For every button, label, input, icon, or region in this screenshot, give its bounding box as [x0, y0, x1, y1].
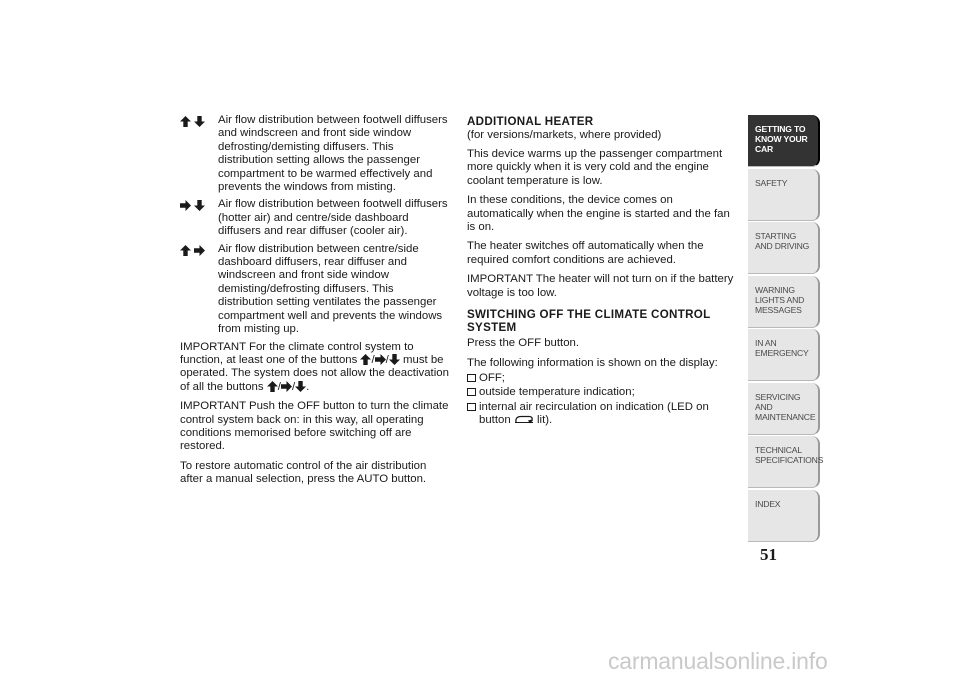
- arrow-right-icon: [180, 200, 191, 211]
- arrow-down-icon: [194, 116, 205, 127]
- distribution-icons: [180, 198, 218, 238]
- heater-subheading: (for versions/markets, where provided): [467, 128, 662, 141]
- tab-safety[interactable]: SAFETY: [748, 169, 820, 221]
- tab-starting-and-driving[interactable]: STARTING AND DRIVING: [748, 222, 820, 274]
- heater-paragraph: This device warms up the passenger compartment more quickly when it is very cold and the engine coolant temperature is low.: [467, 148, 723, 187]
- switch-off-paragraph: The following information is shown on the display:: [467, 356, 718, 369]
- arrow-down-icon: [389, 354, 400, 365]
- restore-auto-note: To restore automatic control of the air distribution after a manual selection, press the AUTO button.: [180, 459, 427, 486]
- distribution-description: Air flow distribution between centre/side dashboard diffusers, rear diffuser and windscreen and front side window demisting/defrosting diffusers. This distribution setting ventilates the passenger compartment well and prevents the windows from misting up.: [218, 242, 443, 336]
- list-item: [180, 198, 450, 238]
- bullet-box-icon: [467, 403, 476, 411]
- distribution-icons: [180, 243, 218, 337]
- heater-important-note: IMPORTANT The heater will not turn on if the battery voltage is too low.: [467, 273, 734, 299]
- display-info-list: [467, 372, 737, 428]
- arrow-up-icon: [180, 116, 191, 127]
- list-item: outside temperature indication;: [467, 386, 737, 399]
- left-column: [180, 114, 450, 493]
- heater-paragraph: The heater switches off automatically when the required comfort conditions are achieved.: [467, 240, 704, 266]
- bullet-box-icon: [467, 388, 476, 396]
- tab-warning-lights-and-messages[interactable]: WARNING LIGHTS AND MESSAGES: [748, 276, 820, 328]
- arrow-down-icon: [194, 200, 205, 211]
- arrow-up-icon: [267, 381, 278, 392]
- arrow-right-icon: [281, 381, 292, 392]
- watermark: carmanualsonline.info: [608, 648, 828, 674]
- right-column: [467, 114, 737, 429]
- distribution-icons: [180, 114, 218, 194]
- important-buttons-note: IMPORTANT For the climate control system to function, at least one of the buttons / / must be operated. The system does not allow the deactivation of all the buttons / / .: [180, 340, 449, 393]
- tab-getting-to-know-your-car[interactable]: GETTING TO KNOW YOUR CAR: [748, 115, 820, 167]
- arrow-up-icon: [180, 245, 191, 256]
- tab-in-an-emergency[interactable]: IN AN EMERGENCY: [748, 329, 820, 381]
- heater-heading: ADDITIONAL HEATER: [467, 115, 594, 128]
- distribution-description: Air flow distribution between footwell diffusers and windscreen and front side window defrosting/demisting diffusers. This distribution setting allows the passenger compartment to be warmed effectively and prevents the windows from misting.: [218, 114, 448, 194]
- switch-off-paragraph: Press the OFF button.: [467, 337, 580, 350]
- list-item: internal air recirculation on indication (LED on button lit).: [467, 401, 737, 428]
- bullet-box-icon: [467, 374, 476, 382]
- important-off-note: IMPORTANT Push the OFF button to turn the climate control system back on: in this way, all operating conditions memorised before switching off are restored.: [180, 400, 449, 453]
- page-number: 51: [760, 545, 777, 564]
- arrow-right-icon: [194, 245, 205, 256]
- heater-paragraph: In these conditions, the device comes on automatically when the engine is started and the fan is on.: [467, 194, 730, 234]
- switch-off-heading: SWITCHING OFF THE CLIMATE CONTROL SYSTEM: [467, 308, 711, 334]
- list-item: OFF;: [467, 372, 737, 385]
- distribution-list: [180, 114, 450, 337]
- chapter-tabs: [748, 115, 824, 543]
- list-item: [180, 243, 450, 337]
- tab-technical-specifications[interactable]: TECHNICAL SPECIFICATIONS: [748, 436, 820, 488]
- distribution-description: Air flow distribution between footwell diffusers (hotter air) and centre/side dashboard diffusers and rear diffuser (cooler air).: [218, 198, 448, 238]
- arrow-down-icon: [295, 381, 306, 392]
- tab-index[interactable]: INDEX: [748, 490, 820, 542]
- tab-servicing-and-maintenance[interactable]: SERVICING AND MAINTENANCE: [748, 383, 820, 435]
- recirculation-icon: [514, 414, 534, 425]
- arrow-up-icon: [360, 354, 371, 365]
- arrow-right-icon: [375, 354, 386, 365]
- list-item: [180, 114, 450, 194]
